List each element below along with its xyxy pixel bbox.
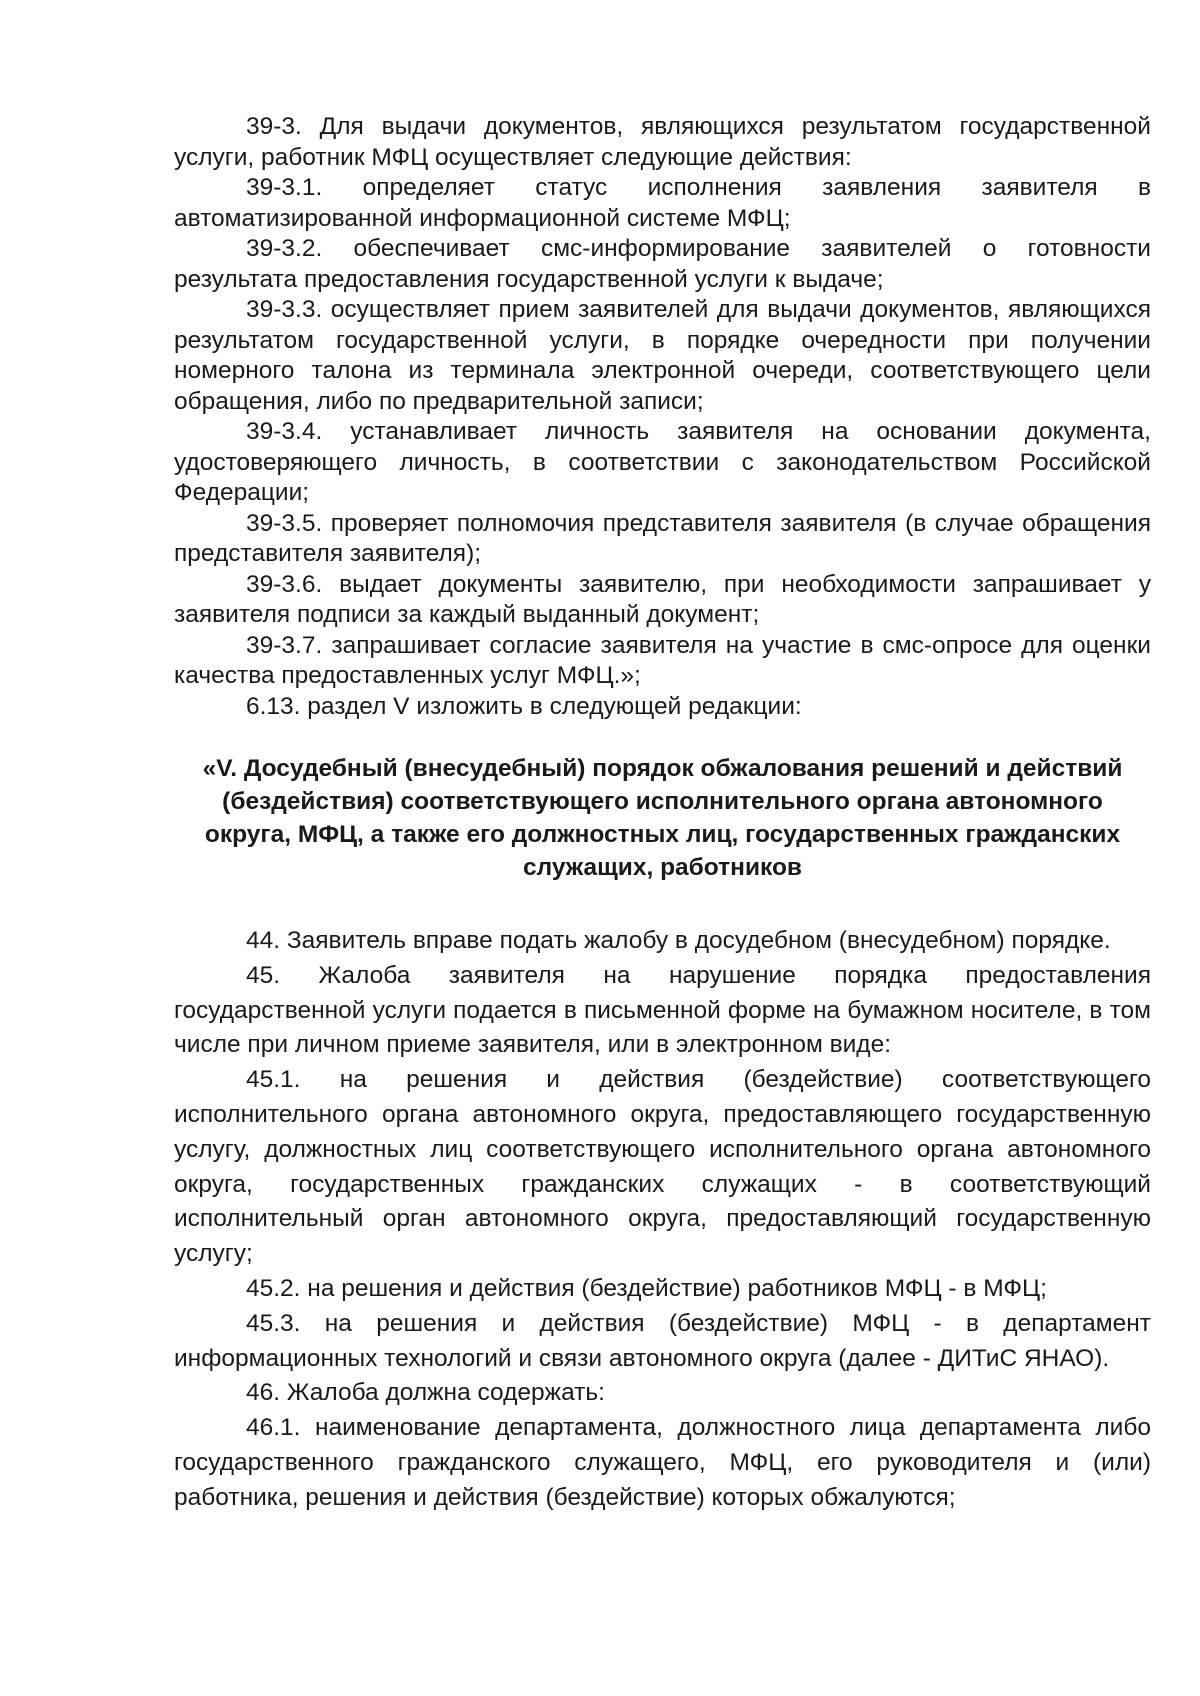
paragraph-39-3: 39-3. Для выдачи документов, являющихся результатом государственной услуги, работник МФЦ осуществляет следующие действия: <box>174 113 1151 171</box>
paragraph-39-3-7: 39-3.7. запрашивает согласие заявителя на участие в смс-опросе для оценки качества предоставленных услуг МФЦ.»; <box>174 631 1151 689</box>
paragraph-45-1: 45.1. на решения и действия (бездействие) соответствующего исполнительного органа автономного округа, предоставляющего государственную услугу, должностных лиц соответствующего исполнительного органа автономного округа, государственных гражданских служащих - в соответствующий исполнительный орган автономного округа, предоставляющий государственную услугу; <box>174 1066 1151 1268</box>
paragraph-45-3: 45.3. на решения и действия (бездействие) МФЦ - в департамент информационных технологий и связи автономного округа (далее - ДИТиС ЯНАО). <box>174 1309 1151 1372</box>
section-heading: «V. Досудебный (внесудебный) порядок обжалования решений и действий (бездействия) соответствующего исполнительного органа автономного округа, МФЦ, а также его должностных лиц, государственных гражданских служащих, работников <box>202 755 1123 881</box>
paragraph-39-3-1: 39-3.1. определяет статус исполнения заявления заявителя в автоматизированной информационной системе МФЦ; <box>174 174 1151 232</box>
document-page <box>174 112 1151 1516</box>
paragraph-46: 46. Жалоба должна содержать: <box>246 1379 605 1407</box>
paragraph-39-3-4: 39-3.4. устанавливает личность заявителя на основании документа, удостоверяющего личность, в соответствии с законодательством Российской Федерации; <box>174 418 1151 506</box>
paragraph-39-3-3: 39-3.3. осуществляет прием заявителей для выдачи документов, являющихся результатом государственной услуги, в порядке очередности при получении номерного талона из терминала электронной очереди, соответствующего цели обращения, либо по предварительной записи; <box>174 296 1151 415</box>
top-section <box>174 112 1151 722</box>
paragraph-39-3-2: 39-3.2. обеспечивает смс-информирование заявителей о готовности результата предоставления государственной услуги к выдаче; <box>174 235 1151 293</box>
paragraph-6-13: 6.13. раздел V изложить в следующей редакции: <box>246 692 802 720</box>
section-body <box>174 924 1151 1516</box>
paragraph-46-1: 46.1. наименование департамента, должностного лица департамента либо государственного гражданского служащего, МФЦ, его руководителя и (или) работника, решения и действия (бездействие) которых обжалуются; <box>174 1414 1151 1511</box>
paragraph-44: 44. Заявитель вправе подать жалобу в досудебном (внесудебном) порядке. <box>246 927 1111 954</box>
paragraph-45-2: 45.2. на решения и действия (бездействие) работников МФЦ - в МФЦ; <box>246 1274 1047 1302</box>
paragraph-39-3-5: 39-3.5. проверяет полномочия представителя заявителя (в случае обращения представителя заявителя); <box>174 509 1151 567</box>
paragraph-39-3-6: 39-3.6. выдает документы заявителю, при необходимости запрашивает у заявителя подписи за каждый выданный документ; <box>174 570 1151 628</box>
paragraph-45: 45. Жалоба заявителя на нарушение порядка предоставления государственной услуги подается в письменной форме на бумажном носителе, в том числе при личном приеме заявителя, или в электронном виде: <box>174 961 1151 1059</box>
